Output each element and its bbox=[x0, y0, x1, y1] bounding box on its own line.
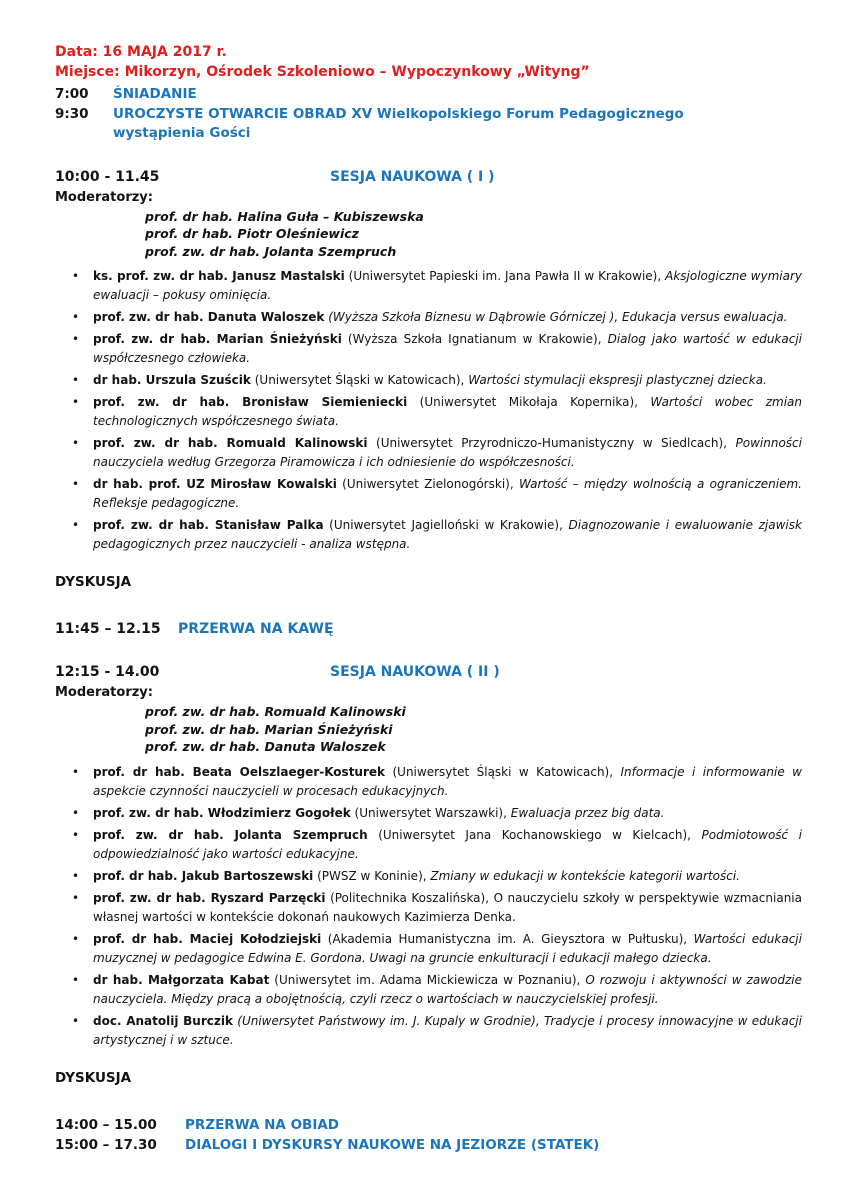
schedule-row bbox=[55, 105, 802, 144]
talk-title: Aksjologiczne wymiary ewaluacji – pokusy ominięcia. bbox=[93, 269, 802, 302]
talk-title: Ewaluacja przez big data. bbox=[510, 805, 665, 820]
event-label: UROCZYSTE OTWARCIE OBRAD XV Wielkopolskiego Forum Pedagogicznego bbox=[113, 105, 684, 122]
time-label: 7:00 bbox=[55, 86, 89, 102]
speaker-name: prof. zw. dr hab. Bronisław Siemieniecki bbox=[93, 395, 408, 409]
speaker-name: ks. prof. zw. dr hab. Janusz Mastalski bbox=[93, 269, 345, 283]
speaker-affiliation: (Uniwersytet Śląski w Katowicach), bbox=[392, 764, 614, 779]
talk-title: Wartości wobec zmian technologicznych współczesnego świata. bbox=[93, 395, 802, 428]
speaker-list bbox=[55, 763, 802, 1050]
speaker-affiliation: (Wyższa Szkoła Biznesu w Dąbrowie Górniczej ), bbox=[328, 310, 619, 324]
schedule-row bbox=[55, 1115, 802, 1136]
speaker-name: prof. dr hab. Beata Oelszlaeger-Kosturek bbox=[93, 764, 386, 779]
time-label: 15:00 – 17.30 bbox=[55, 1137, 157, 1153]
moderators-list bbox=[145, 208, 802, 261]
speaker-name: prof. zw. dr hab. Włodzimierz Gogołek bbox=[93, 805, 351, 820]
speaker-affiliation: (Uniwersytet Jana Kochanowskiego w Kielcach), bbox=[378, 827, 691, 842]
session-title: SESJA NAUKOWA ( I ) bbox=[330, 168, 495, 185]
talk-title: Edukacja versus ewaluacja. bbox=[622, 310, 788, 324]
speaker-affiliation: (Uniwersytet Zielonogórski), bbox=[342, 477, 514, 491]
moderator-name: prof. dr hab. Piotr Oleśniewicz bbox=[145, 226, 359, 241]
speaker-item bbox=[55, 267, 802, 305]
talk-title: Wartości stymulacji ekspresji plastycznej dziecka. bbox=[468, 373, 767, 387]
speaker-affiliation: (Uniwersytet Przyrodniczo-Humanistyczny w Siedlcach), bbox=[376, 436, 727, 450]
speaker-item bbox=[55, 930, 802, 968]
schedule-row bbox=[55, 1135, 802, 1156]
speaker-affiliation: (Uniwersytet Państwowy im. J. Kupaly w Grodnie), bbox=[237, 1013, 540, 1028]
speaker-item bbox=[55, 826, 802, 864]
speaker-name: prof. dr hab. Maciej Kołodziejski bbox=[93, 931, 322, 946]
break-label: PRZERWA NA KAWĘ bbox=[178, 621, 334, 637]
speaker-item bbox=[55, 867, 802, 886]
speaker-item bbox=[55, 516, 802, 554]
speaker-name: prof. dr hab. Jakub Bartoszewski bbox=[93, 868, 314, 883]
event-label-group bbox=[113, 105, 684, 144]
speaker-name: prof. zw. dr hab. Romuald Kalinowski bbox=[93, 436, 368, 450]
speaker-name: dr hab. Małgorzata Kabat bbox=[93, 972, 270, 987]
speaker-affiliation: (Uniwersytet Warszawki), bbox=[354, 805, 507, 820]
speaker-item bbox=[55, 889, 802, 927]
moderator-name: prof. zw. dr hab. Danuta Waloszek bbox=[145, 739, 386, 754]
talk-title: Dialog jako wartość w edukacji współczesnego człowieka. bbox=[93, 332, 802, 365]
moderators-label: Moderatorzy: bbox=[55, 685, 153, 700]
moderators-label: Moderatorzy: bbox=[55, 189, 153, 205]
speaker-item bbox=[55, 308, 802, 327]
talk-title: O rozwoju i aktywności w zawodzie nauczyciela. Między pracą a obojętnością, czyli rzecz o wartościach w nauczycielskiej profesji. bbox=[93, 972, 802, 1006]
closing-schedule bbox=[55, 1115, 802, 1156]
speaker-affiliation: (Politechnika Koszalińska), bbox=[330, 890, 490, 905]
session-2 bbox=[55, 662, 802, 1088]
discussion-heading: DYSKUSJA bbox=[55, 574, 132, 590]
event-date: Data: 16 MAJA 2017 r. bbox=[55, 44, 227, 60]
session-header bbox=[55, 167, 802, 188]
talk-title: Tradycje i procesy innowacyjne w edukacji artystycznej i w sztuce. bbox=[93, 1013, 802, 1047]
moderator-name: prof. zw. dr hab. Jolanta Szempruch bbox=[145, 243, 397, 259]
speaker-item bbox=[55, 475, 802, 513]
speaker-name: prof. zw. dr hab. Ryszard Parzęcki bbox=[93, 890, 326, 905]
time-label: 14:00 – 15.00 bbox=[55, 1116, 157, 1133]
talk-title: Informacje i informowanie w aspekcie czynności nauczycieli w procesach edukacyjnych. bbox=[93, 764, 802, 798]
speaker-item bbox=[55, 763, 802, 801]
speaker-affiliation: (Uniwersytet Mikołaja Kopernika), bbox=[419, 395, 639, 409]
session-time: 10:00 - 11.45 bbox=[55, 168, 160, 185]
speaker-affiliation: (Wyższa Szkoła Ignatianum w Krakowie), bbox=[347, 332, 602, 346]
speaker-affiliation: (Uniwersytet Jagielloński w Krakowie), bbox=[329, 518, 563, 532]
discussion-heading: DYSKUSJA bbox=[55, 1069, 132, 1086]
talk-title: Wartość – między wolnością a ograniczeniem. Refleksje pedagogiczne. bbox=[93, 477, 802, 510]
moderator-name: prof. zw. dr hab. Romuald Kalinowski bbox=[145, 704, 406, 719]
talk-title: Zmiany w edukacji w kontekście kategorii wartości. bbox=[430, 868, 740, 883]
moderator-name: prof. zw. dr hab. Marian Śnieżyński bbox=[145, 721, 393, 737]
speaker-name: doc. Anatolij Burczik bbox=[93, 1013, 233, 1028]
speaker-name: prof. zw. dr hab. Danuta Waloszek bbox=[93, 310, 325, 324]
session-1 bbox=[55, 167, 802, 593]
speaker-name: prof. zw. dr hab. Stanisław Palka bbox=[93, 518, 324, 532]
time-label: 9:30 bbox=[55, 105, 89, 122]
speaker-item bbox=[55, 971, 802, 1009]
talk-title: Diagnozowanie i ewaluowanie zjawisk pedagogicznych przez nauczycieli - analiza wstępna. bbox=[93, 518, 802, 551]
talk-title: Powinności nauczyciela według Grzegorza Piramowicza i ich odniesienie do współczesności. bbox=[93, 436, 802, 469]
schedule-row bbox=[55, 85, 802, 105]
speaker-item bbox=[55, 371, 802, 390]
speaker-item bbox=[55, 804, 802, 823]
speaker-item bbox=[55, 1012, 802, 1050]
event-place: Miejsce: Mikorzyn, Ośrodek Szkoleniowo – Wypoczynkowy „Wityng” bbox=[55, 64, 590, 80]
event-label: ŚNIADANIE bbox=[113, 86, 197, 102]
speaker-name: dr hab. Urszula Szuścik bbox=[93, 373, 251, 387]
session-time: 12:15 - 14.00 bbox=[55, 664, 160, 680]
talk-title: Wartości edukacji muzycznej w pedagogice Edwina E. Gordona. Uwagi na gruncie enkulturacji i edukacji małego dziecka. bbox=[93, 931, 802, 965]
session-header bbox=[55, 662, 802, 683]
time-label: 11:45 – 12.15 bbox=[55, 621, 161, 637]
moderator-name: prof. dr hab. Halina Guła – Kubiszewska bbox=[145, 208, 424, 224]
event-label: DIALOGI I DYSKURSY NAUKOWE NA JEZIORZE (STATEK) bbox=[185, 1137, 600, 1153]
event-label: PRZERWA NA OBIAD bbox=[185, 1116, 340, 1133]
speaker-list bbox=[55, 267, 802, 554]
speaker-affiliation: (Uniwersytet im. Adama Mickiewicza w Poznaniu), bbox=[274, 972, 581, 987]
morning-schedule bbox=[55, 85, 802, 144]
coffee-break-row bbox=[55, 619, 802, 639]
speaker-item bbox=[55, 393, 802, 431]
speaker-name: dr hab. prof. UZ Mirosław Kowalski bbox=[93, 477, 337, 491]
session-title: SESJA NAUKOWA ( II ) bbox=[330, 664, 500, 680]
moderators-list bbox=[145, 703, 802, 756]
speaker-name: prof. zw. dr hab. Marian Śnieżyński bbox=[93, 332, 342, 346]
speaker-item bbox=[55, 330, 802, 368]
speaker-affiliation: (Uniwersytet Papieski im. Jana Pawła II w Krakowie), bbox=[348, 269, 662, 283]
speaker-name: prof. zw. dr hab. Jolanta Szempruch bbox=[93, 827, 368, 842]
speaker-affiliation: (Uniwersytet Śląski w Katowicach), bbox=[254, 373, 465, 387]
speaker-affiliation: (Akademia Humanistyczna im. A. Gieysztora w Pułtusku), bbox=[327, 931, 688, 946]
talk-title: Podmiotowość i odpowiedzialność jako wartości edukacyjne. bbox=[93, 827, 802, 861]
event-sublabel: wystąpienia Gości bbox=[113, 125, 251, 141]
speaker-affiliation: (PWSZ w Koninie), bbox=[317, 868, 427, 883]
talk-title: O nauczycielu szkoły w perspektywie wzmacniania własnej wartości w kontekście dokonań naukowych Kazimierza Denka. bbox=[93, 890, 802, 924]
speaker-item bbox=[55, 434, 802, 472]
